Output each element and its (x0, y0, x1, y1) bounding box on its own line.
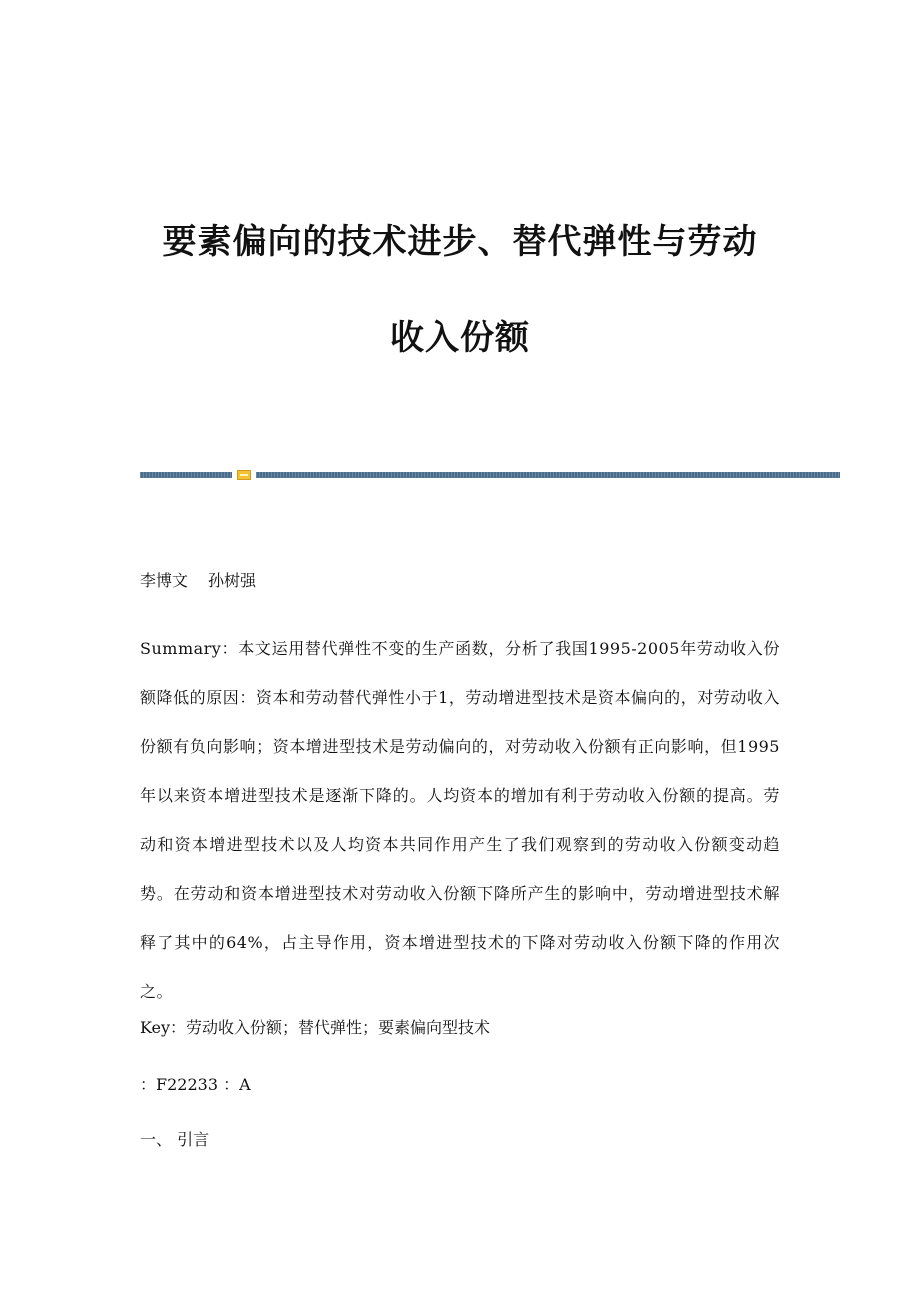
document-title-line-2: 收入份额 (390, 318, 530, 358)
document-title-line-1: 要素偏向的技术进步、替代弹性与劳动 (162, 222, 758, 262)
classification-codes: ：F22233 ：A (140, 1075, 251, 1094)
section-heading: 一、 引言 (140, 1130, 210, 1149)
divider-bar-right (256, 472, 840, 478)
keywords: Key：劳动收入份额；替代弹性；要素偏向型技术 (140, 1018, 491, 1037)
author-name: 李博文 (140, 571, 189, 590)
title-divider (140, 470, 840, 480)
author-name: 孙树强 (208, 571, 257, 590)
divider-bar-left (140, 472, 232, 478)
divider-emblem-icon (237, 470, 251, 480)
abstract-summary: Summary：本文运用替代弹性不变的生产函数，分析了我国1995-2005年劳动收入份额降低的原因：资本和劳动替代弹性小于1，劳动增进型技术是资本偏向的，对劳动收入份额有负向影响；资本增进型技术是劳动偏向的，对劳动收入份额有正向影响，但1995年以来资本增进型技术是逐渐下降的。人均资本的增加有利于劳动收入份额的提高。劳动和资本增进型技术以及人均资本共同作用产生了我们观察到的劳动收入份额变动趋势。在劳动和资本增进型技术对劳动收入份额下降所产生的影响中，劳动增进型技术解释了其中的64%，占主导作用，资本增进型技术的下降对劳动收入份额下降的作用次之。 (140, 639, 780, 1001)
authors (140, 570, 780, 592)
